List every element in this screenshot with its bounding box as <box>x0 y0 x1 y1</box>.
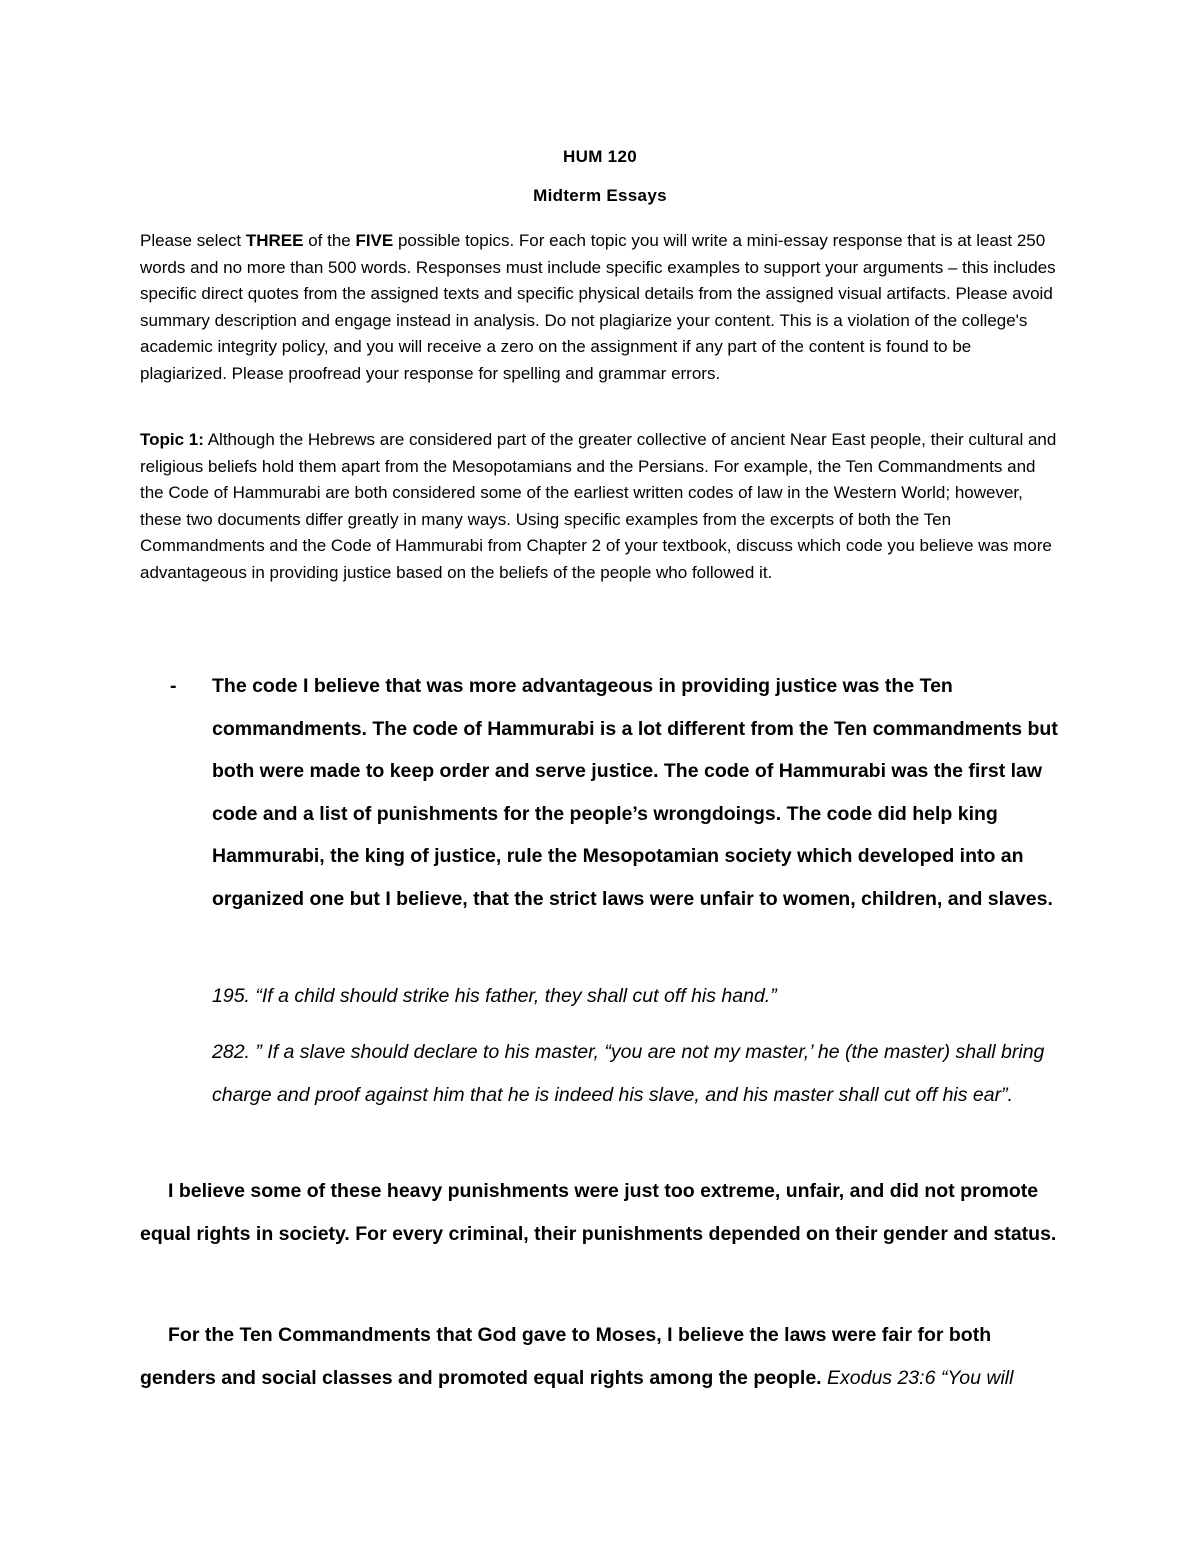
document-title: Midterm Essays <box>533 186 667 205</box>
answer-list-item <box>170 665 1070 921</box>
topic-text: Although the Hebrews are considered part of the greater collective of ancient Near East people, their cultural and religious beliefs hold them apart from the Mesopotamians and the Persians. For example, the Ten Commandments and the Code of Hammurabi are both considered some of the earliest written codes of law in the Western World; however, these two documents differ greatly in many ways. Using specific examples from the excerpts of both the Ten Commandments and the Code of Hammurabi from Chapter 2 of your textbook, discuss which code you believe was more advantageous in providing justice based on the beliefs of the people who followed it. <box>140 430 1057 582</box>
answer-text: The code I believe that was more advantageous in providing justice was the Ten commandments. The code of Hammurabi is a lot different from the Ten commandments but both were made to keep order and serve justice. The code of Hammurabi was the first law code and a list of punishments for the people’s wrongdoings. The code did help king Hammurabi, the king of justice, rule the Mesopotamian society which developed into an organized one but I believe, that the strict laws were unfair to women, children, and slaves. <box>212 675 1058 910</box>
body-paragraph-ten-commandments <box>140 1314 1060 1400</box>
instructions-emphasis-three: THREE <box>245 231 304 250</box>
topic-1-prompt <box>140 427 1060 587</box>
exodus-quote: Exodus 23:6 “You will <box>827 1367 1014 1389</box>
instructions-emphasis-five: FIVE <box>355 231 394 250</box>
quote-law-282: 282. ” If a slave should declare to his master, “you are not my master,’ he (the master) shall bring charge and proof against him that he is indeed his slave, and his master shall cut off his ear”. <box>212 1041 1045 1106</box>
instructions-text-2: of the <box>303 231 356 250</box>
course-title: HUM 120 <box>563 147 637 166</box>
instructions-text-1: Please select <box>140 231 246 250</box>
body-paragraph-punishments: I believe some of these heavy punishments were just too extreme, unfair, and did not promote equal rights in society. For every criminal, their punishments depended on their gender and status. <box>140 1180 1057 1245</box>
quote-law-195: 195. “If a child should strike his father, they shall cut off his hand.” <box>212 985 777 1007</box>
topic-label: Topic 1: <box>140 430 204 449</box>
list-dash-marker: - <box>170 675 177 697</box>
instructions-paragraph <box>140 228 1060 388</box>
paragraph-main-text: For the Ten Commandments that God gave to Moses, I believe the laws were fair for both genders and social classes and promoted equal rights among the people. <box>140 1324 992 1389</box>
instructions-text-3: possible topics. For each topic you will write a mini-essay response that is at least 250 words and no more than 500 words. Responses must include specific examples to support your arguments – this includes specific direct quotes from the assigned texts and specific physical details from the assigned visual artifacts. Please avoid summary description and engage instead in analysis. Do not plagiarize your content. This is a violation of the college's academic integrity policy, and you will receive a zero on the assignment if any part of the content is found to be plagiarized. Please proofread your response for spelling and grammar errors. <box>140 231 1056 383</box>
